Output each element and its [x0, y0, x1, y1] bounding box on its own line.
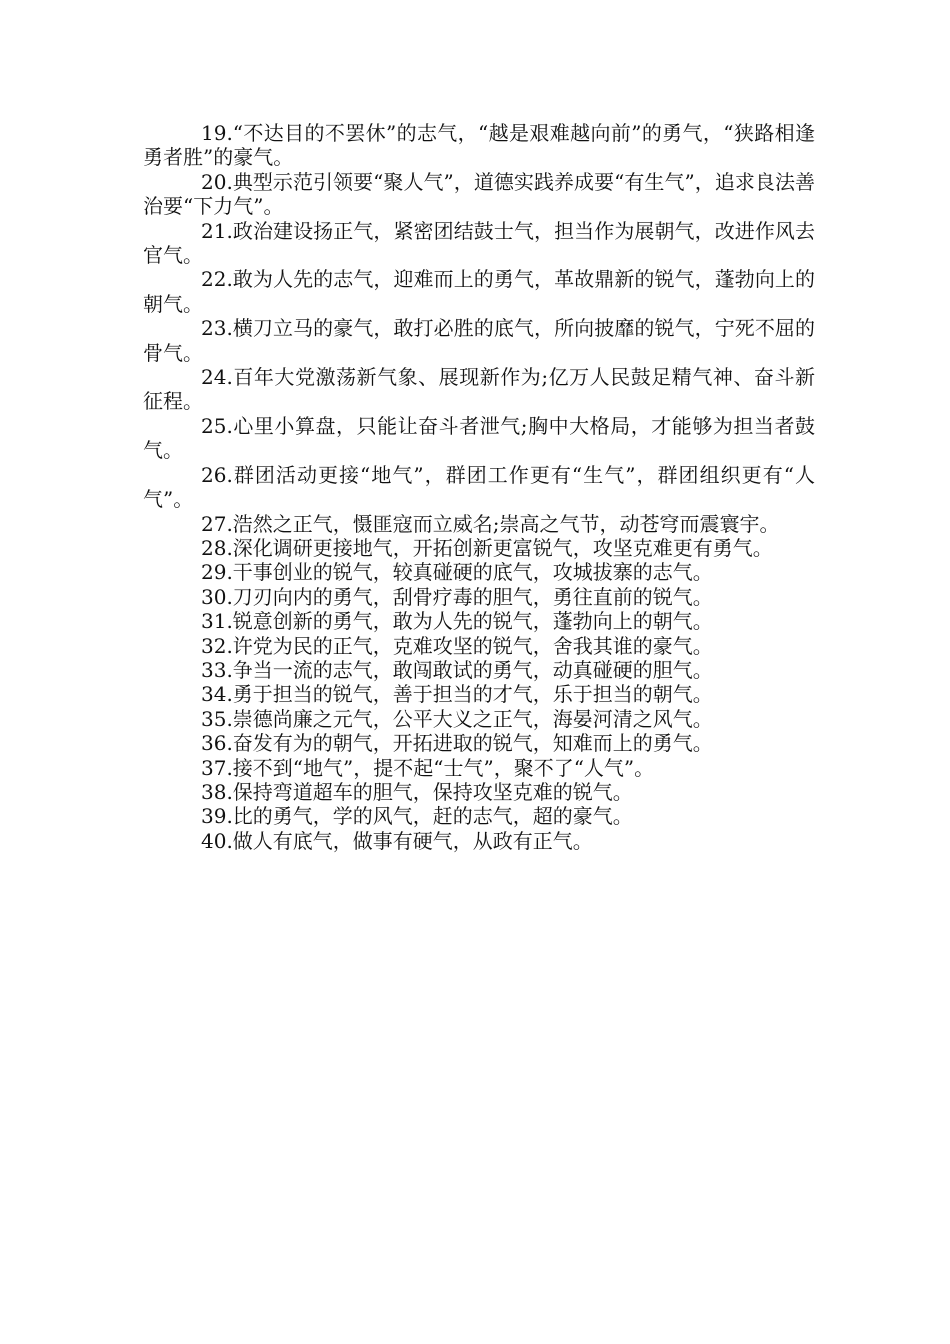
paragraph-32: 32.许党为民的正气，克难攻坚的锐气，舍我其谁的豪气。 — [201, 633, 713, 658]
paragraph-38: 38.保持弯道超车的胆气，保持攻坚克难的锐气。 — [201, 779, 633, 804]
paragraph-25: 25.心里小算盘，只能让奋斗者泄气;胸中大格局，才能够为担当者鼓气。 — [143, 413, 815, 463]
paragraph-33: 33.争当一流的志气，敢闯敢试的勇气，动真碰硬的胆气。 — [201, 657, 713, 682]
paragraph-39: 39.比的勇气，学的风气，赶的志气，超的豪气。 — [201, 804, 633, 829]
paragraph-24: 24.百年大党激荡新气象、展现新作为;亿万人民鼓足精气神、奋斗新征程。 — [143, 365, 815, 414]
paragraph-35: 35.崇德尚廉之元气，公平大义之正气，海晏河清之风气。 — [201, 706, 713, 731]
paragraph-36: 36.奋发有为的朝气，开拓进取的锐气，知难而上的勇气。 — [201, 731, 713, 756]
paragraph-27: 27.浩然之正气，慑匪寇而立威名;崇高之气节，动苍穹而震寰宇。 — [201, 511, 780, 536]
paragraph-40: 40.做人有底气，做事有硬气，从政有正气。 — [201, 828, 593, 853]
paragraph-22: 22.敢为人先的志气，迎难而上的勇气，革故鼎新的锐气，蓬勃向上的朝气。 — [143, 267, 815, 316]
paragraph-30: 30.刀刃向内的勇气，刮骨疗毒的胆气，勇往直前的锐气。 — [201, 584, 713, 609]
paragraph-31: 31.锐意创新的勇气，敢为人先的锐气，蓬勃向上的朝气。 — [201, 609, 713, 634]
paragraph-28: 28.深化调研更接地气，开拓创新更富锐气，攻坚克难更有勇气。 — [201, 535, 773, 560]
paragraph-23: 23.横刀立马的豪气，敢打必胜的底气，所向披靡的锐气，宁死不屈的骨气。 — [143, 316, 815, 365]
paragraph-19: 19.“不达目的不罢休”的志气，“越是艰难越向前”的勇气，“狭路相逢勇者胜”的豪气。 — [143, 121, 815, 170]
paragraph-21: 21.政治建设扬正气，紧密团结鼓士气，担当作为展朝气，改进作风去官气。 — [143, 218, 815, 268]
paragraph-20: 20.典型示范引领要“聚人气”，道德实践养成要“有生气”，追求良法善治要“下力气”。 — [143, 169, 815, 219]
document-body — [143, 121, 815, 853]
paragraph-34: 34.勇于担当的锐气，善于担当的才气，乐于担当的朝气。 — [201, 682, 713, 707]
paragraph-26: 26.群团活动更接“地气”，群团工作更有“生气”，群团组织更有“人气”。 — [143, 462, 815, 512]
paragraph-29: 29.干事创业的锐气，较真碰硬的底气，攻城拔寨的志气。 — [201, 560, 713, 585]
paragraph-37: 37.接不到“地气”，提不起“士气”，聚不了“人气”。 — [201, 755, 655, 780]
